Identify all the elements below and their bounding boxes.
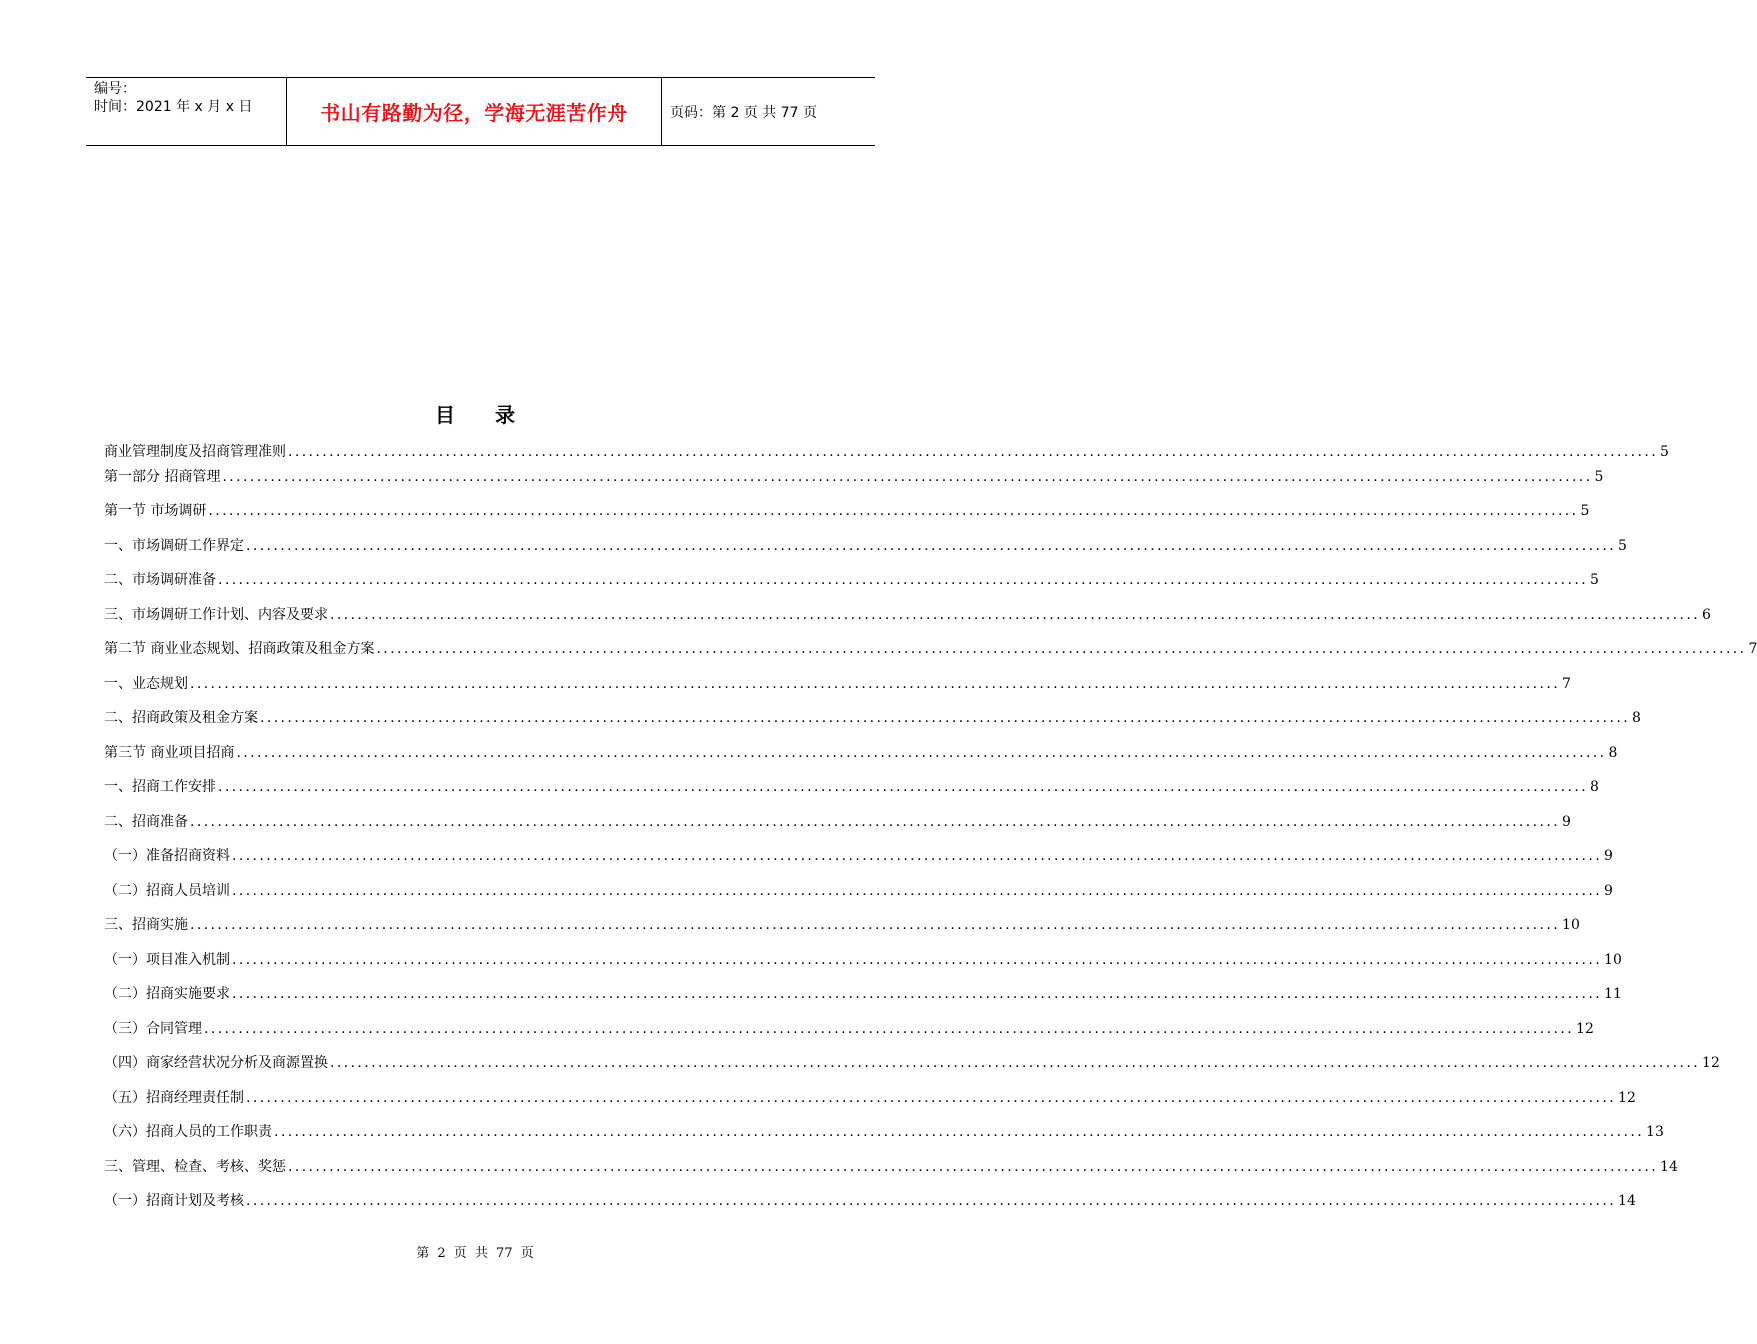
toc-dot-leader: ........................................................................................................................................................................................................ <box>260 710 1631 726</box>
toc-dot-leader: ........................................................................................................................................................................................................ <box>190 676 1561 692</box>
toc-entry[interactable] <box>104 1019 1594 1039</box>
toc-entry-title: 第一节 市场调研 <box>104 503 207 519</box>
toc-entry-title: 三、管理、检查、考核、奖惩 <box>104 1159 286 1175</box>
toc-entry-page: 5 <box>1594 469 1604 485</box>
toc-entry-page: 12 <box>1702 1055 1720 1071</box>
toc-entry-page: 5 <box>1580 503 1590 519</box>
toc-entry-page: 8 <box>1590 779 1599 795</box>
toc-entry-title: 第二节 商业业态规划、招商政策及租金方案 <box>104 641 375 657</box>
toc-entry-title: 二、招商准备 <box>104 814 188 830</box>
toc-entry-title: 二、市场调研准备 <box>104 572 216 588</box>
toc-entry-title: （二）招商实施要求 <box>104 986 230 1002</box>
toc-dot-leader: ........................................................................................................................................................................................................ <box>222 469 1593 485</box>
toc-entry-page: 12 <box>1618 1090 1636 1106</box>
toc-entry-page: 13 <box>1646 1124 1664 1140</box>
toc-entry-title: （四）商家经营状况分析及商源置换 <box>104 1055 328 1071</box>
toc-entry[interactable] <box>104 1053 1720 1073</box>
toc-entry-title: 商业管理制度及招商管理准则 <box>104 444 286 460</box>
toc-entry-title: （一）项目准入机制 <box>104 952 230 968</box>
toc-dot-leader: ........................................................................................................................................................................................................ <box>330 607 1701 623</box>
toc-dot-leader: ........................................................................................................................................................................................................ <box>218 779 1589 795</box>
toc-entry[interactable] <box>104 1157 1678 1177</box>
toc-entry[interactable] <box>104 950 1622 970</box>
toc-entry-title: （六）招商人员的工作职责 <box>104 1124 272 1140</box>
toc-entry[interactable] <box>104 812 1571 832</box>
toc-entry[interactable] <box>104 467 1604 487</box>
toc-entry-page: 9 <box>1562 814 1571 830</box>
toc-dot-leader: ........................................................................................................................................................................................................ <box>232 952 1603 968</box>
toc-entry-title: （二）招商人员培训 <box>104 883 230 899</box>
toc-dot-leader: ........................................................................................................................................................................................................ <box>274 1124 1645 1140</box>
toc-entry-title: （五）招商经理责任制 <box>104 1090 244 1106</box>
toc-entry-page: 5 <box>1590 572 1599 588</box>
toc-entry-page: 12 <box>1576 1021 1594 1037</box>
toc-entry-title: 第三节 商业项目招商 <box>104 745 235 761</box>
toc-entry[interactable] <box>104 984 1622 1004</box>
toc-dot-leader: ........................................................................................................................................................................................................ <box>236 745 1607 761</box>
toc-entry[interactable] <box>104 708 1641 728</box>
toc-entry-title: 第一部分 招商管理 <box>104 469 221 485</box>
toc-entry-page: 5 <box>1660 444 1669 460</box>
toc-entry-page: 11 <box>1604 986 1622 1002</box>
toc-entry[interactable] <box>104 536 1627 556</box>
toc-dot-leader: ........................................................................................................................................................................................................ <box>246 538 1617 554</box>
toc-dot-leader: ........................................................................................................................................................................................................ <box>288 444 1659 460</box>
toc-entry-title: 二、招商政策及租金方案 <box>104 710 258 726</box>
toc-entry[interactable] <box>104 639 1757 659</box>
document-time-label: 时间：2021 年 x 月 x 日 <box>94 99 253 115</box>
toc-entry[interactable] <box>104 881 1613 901</box>
header-motto: 书山有路勤为径，学海无涯苦作舟 <box>286 78 662 145</box>
toc-entry[interactable] <box>104 777 1599 797</box>
toc-dot-leader: ........................................................................................................................................................................................................ <box>232 986 1603 1002</box>
toc-entry[interactable] <box>104 846 1613 866</box>
toc-entry-title: 三、招商实施 <box>104 917 188 933</box>
toc-dot-leader: ........................................................................................................................................................................................................ <box>232 883 1603 899</box>
toc-entry[interactable] <box>104 743 1618 763</box>
toc-entry-page: 10 <box>1604 952 1622 968</box>
toc-dot-leader: ........................................................................................................................................................................................................ <box>190 814 1561 830</box>
toc-entry[interactable] <box>104 915 1580 935</box>
toc-dot-leader: ........................................................................................................................................................................................................ <box>190 917 1561 933</box>
toc-entry-page: 8 <box>1632 710 1641 726</box>
toc-dot-leader: ........................................................................................................................................................................................................ <box>376 641 1747 657</box>
page-header <box>86 77 875 146</box>
toc-entry-title: （三）合同管理 <box>104 1021 202 1037</box>
toc-dot-leader: ........................................................................................................................................................................................................ <box>330 1055 1701 1071</box>
header-page-label: 页码：第 2 页 共 77 页 <box>670 104 817 121</box>
toc-entry[interactable] <box>104 442 1669 462</box>
page-footer: 第 2 页 共 77 页 <box>416 1246 534 1261</box>
toc-entry-page: 10 <box>1562 917 1580 933</box>
toc-dot-leader: ........................................................................................................................................................................................................ <box>246 1193 1617 1209</box>
toc-dot-leader: ........................................................................................................................................................................................................ <box>208 503 1579 519</box>
toc-entry[interactable] <box>104 1088 1636 1108</box>
toc-entry-title: （一）招商计划及考核 <box>104 1193 244 1209</box>
toc-dot-leader: ........................................................................................................................................................................................................ <box>232 848 1603 864</box>
toc-entry-title: 一、业态规划 <box>104 676 188 692</box>
toc-entry[interactable] <box>104 605 1711 625</box>
toc-dot-leader: ........................................................................................................................................................................................................ <box>218 572 1589 588</box>
toc-entry[interactable] <box>104 1122 1664 1142</box>
toc-entry[interactable] <box>104 570 1599 590</box>
toc-dot-leader: ........................................................................................................................................................................................................ <box>288 1159 1659 1175</box>
toc-entry[interactable] <box>104 501 1590 521</box>
toc-entry[interactable] <box>104 1191 1636 1211</box>
toc-entry-page: 5 <box>1618 538 1627 554</box>
header-info <box>86 78 286 145</box>
document-number-label: 编号： <box>94 81 136 97</box>
toc-entry-title: 一、招商工作安排 <box>104 779 216 795</box>
toc-entry-page: 14 <box>1618 1193 1636 1209</box>
toc-dot-leader: ........................................................................................................................................................................................................ <box>204 1021 1575 1037</box>
toc-entry[interactable] <box>104 674 1571 694</box>
toc-title: 目录 <box>435 403 555 427</box>
toc-dot-leader: ........................................................................................................................................................................................................ <box>246 1090 1617 1106</box>
toc-entry-title: 三、市场调研工作计划、内容及要求 <box>104 607 328 623</box>
toc-entry-page: 9 <box>1604 883 1613 899</box>
toc-entry-page: 14 <box>1660 1159 1678 1175</box>
toc-entry-page: 6 <box>1702 607 1711 623</box>
toc-entry-page: 8 <box>1608 745 1618 761</box>
toc-entry-page: 7 <box>1748 641 1757 657</box>
toc-entry-title: 一、市场调研工作界定 <box>104 538 244 554</box>
toc-entry-title: （一）准备招商资料 <box>104 848 230 864</box>
toc-entry-page: 7 <box>1562 676 1571 692</box>
toc-entry-page: 9 <box>1604 848 1613 864</box>
